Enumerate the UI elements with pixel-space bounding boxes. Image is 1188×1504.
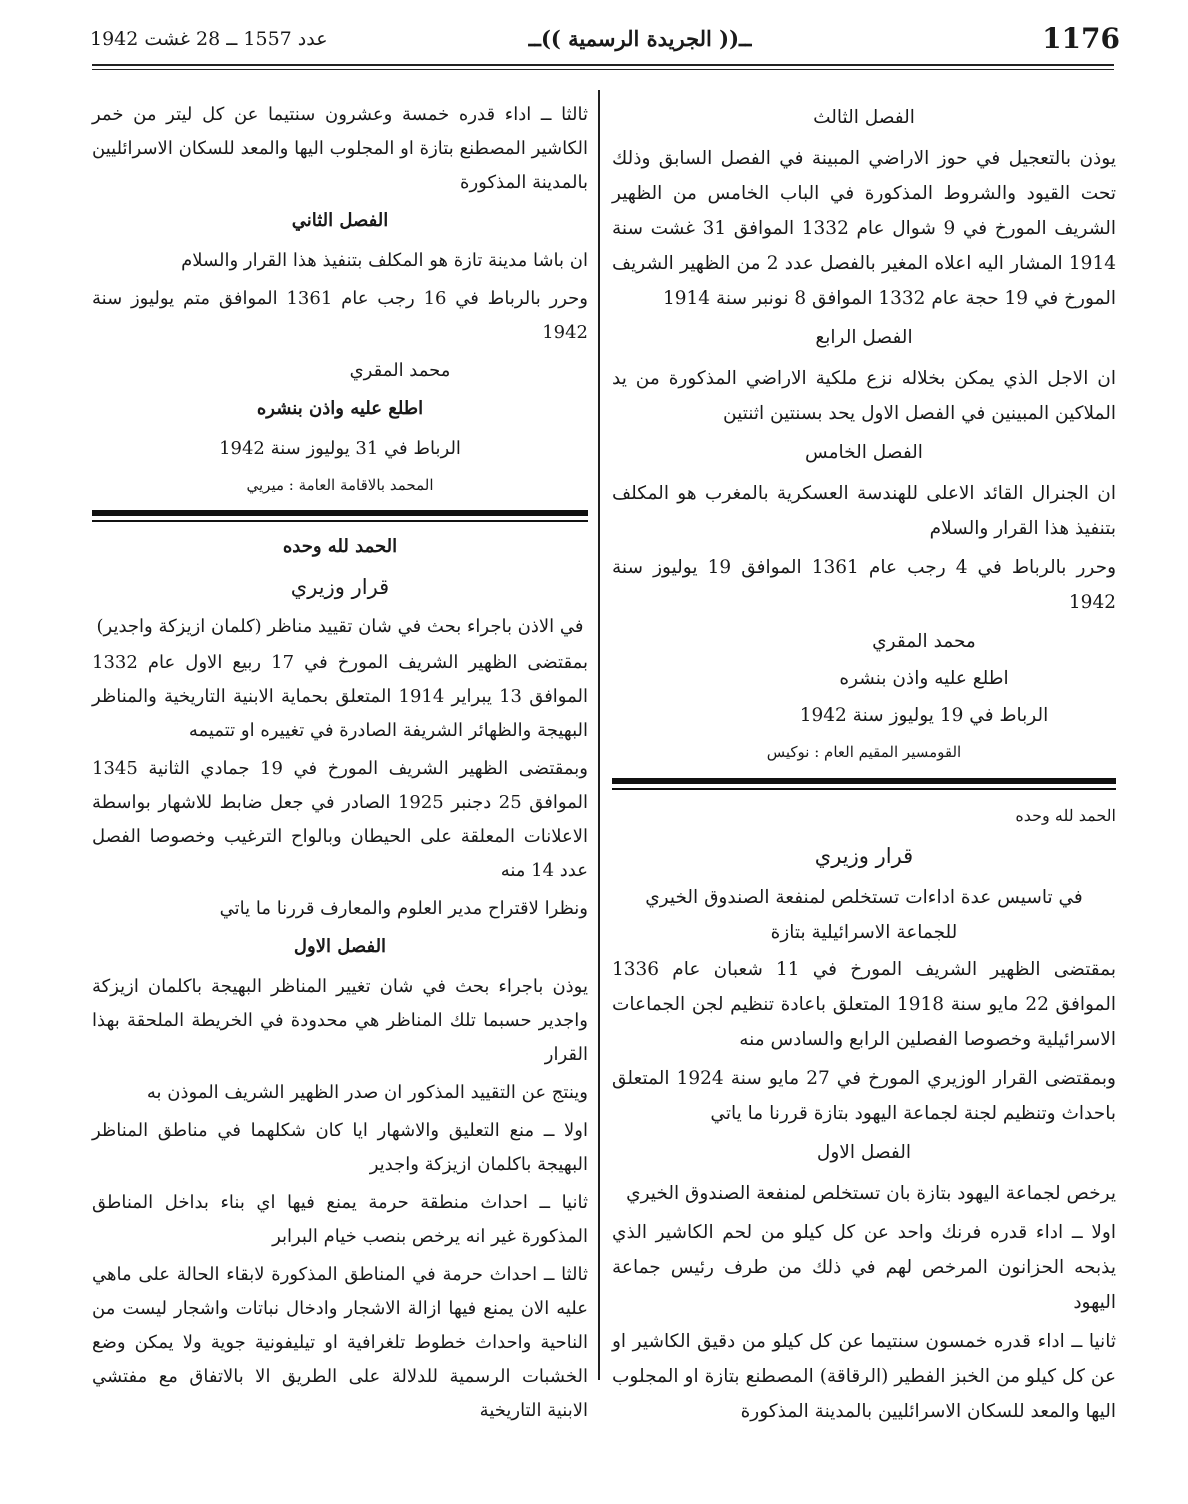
right-column	[612, 98, 1116, 1433]
section-heading: الفصل الثاني	[291, 210, 389, 231]
journal-title: ــ(( الجريدة الرسمية ))ــ	[528, 26, 752, 51]
praise-line: الحمد لله وحده	[1015, 806, 1116, 825]
decree-title: قرار وزيري	[290, 575, 390, 599]
done-at: وحرر بالرباط في 16 رجب عام 1361 الموافق متم يوليوز سنة 1942	[92, 288, 588, 343]
decree-basis: وبمقتضى القرار الوزيري المورخ في 27 مايو سنة 1924 المتعلق باحداث وتنظيم لجنة لجماعة اليهود بتازة قررنا ما ياتي	[612, 1068, 1116, 1124]
decree-separator	[612, 778, 1116, 784]
decree-subject: في الاذن باجراء بحث في شان تقييد مناظر (كلمان ازيزكة واجدير)	[96, 616, 584, 637]
section-intro: يرخص لجماعة اليهود بتازة بان تستخلص لمنفعة الصندوق الخيري	[626, 1183, 1116, 1204]
seen-for-publication: اطلع عليه واذن بنشره	[256, 398, 424, 419]
list-item: ثانيا ــ احداث منطقة حرمة يمنع فيها اي بناء بداخل المناطق المذكورة غير انه يرخص بنصب خيام البرابر	[92, 1192, 588, 1247]
section-heading: الفصل الخامس	[805, 442, 923, 463]
signatory: محمد المقري	[349, 360, 451, 381]
decree-separator-thin	[92, 520, 588, 522]
decree-separator	[92, 510, 588, 516]
section-text: ان الاجل الذي يمكن بخلاله نزع ملكية الاراضي المذكورة من يد الملاكين المبينين في الفصل الاول يحد بسنتين اثنتين	[612, 368, 1116, 424]
resident-general: القومسير المقيم العام : نوكيس	[766, 743, 962, 761]
list-item: ثالثا ــ اداء قدره خمسة وعشرون سنتيما عن كل ليتر من خمر الكاشير المصطنع بتازة او المجلوب اليها والمعد للسكان الاسرائليين بالمدينة المذكورة	[92, 104, 588, 193]
decree-subject: في تاسيس عدة اداءات تستخلص لمنفعة الصندوق الخيري للجماعة الاسرائيلية بتازة	[645, 887, 1083, 943]
signatory: محمد المقري	[872, 631, 976, 652]
decree-basis: ونظرا لاقتراح مدير العلوم والمعارف قررنا ما ياتي	[219, 898, 588, 919]
section-text: وينتج عن التقييد المذكور ان صدر الظهير الشريف الموذن به	[146, 1082, 588, 1103]
section-heading: الفصل الثالث	[813, 107, 915, 128]
section-text: يوذن بالتعجيل في حوز الاراضي المبينة في الفصل السابق وذلك تحت القيود والشروط المذكورة في الباب الخامس من الظهير الشريف المورخ في 9 شوال عام 1332 الموافق 31 غشت سنة 1914 المشار اليه اعلاه المغير بالفصل عدد 2 من الظهير الشريف المورخ في 19 حجة عام 1332 الموافق 8 نونبر سنة 1914	[612, 148, 1117, 309]
issue-line: عدد 1557 ــ 28 غشت 1942	[90, 28, 328, 50]
seen-date: الرباط في 31 يوليوز سنة 1942	[219, 438, 461, 459]
section-text: يوذن باجراء بحث في شان تغيير المناظر البهيجة باكلمان ازيزكة واجدير حسبما تلك المناظر هي محدودة في الخريطة الملحقة بهذا القرار	[92, 976, 588, 1065]
left-column	[92, 98, 588, 1432]
done-at: وحرر بالرباط في 4 رجب عام 1361 الموافق 19 يوليوز سنة 1942	[612, 557, 1117, 613]
list-item: اولا ــ اداء قدره فرنك واحد عن كل كيلو من لحم الكاشير الذي يذبحه الحزانون المرخص لهم في ذلك من طرف رئيس جماعة اليهود	[612, 1222, 1116, 1313]
list-item: ثالثا ــ احداث حرمة في المناطق المذكورة لابقاء الحالة على ماهي عليه الان يمنع فيها ازالة الاشجار وادخال نباتات واشجار ليست من الناحية واحداث خطوط تلغرافية او تيليفونية جوية ولا يمكن وضع الخشبات الرسمية للدلالة على الطريق الا بالاتفاق مع مفتشي الابنية التاريخية	[92, 1264, 588, 1421]
list-item: اولا ــ منع التعليق والاشهار ايا كان شكلهما في مناطق المناظر البهيجة باكلمان ازيزكة واجدير	[92, 1120, 588, 1175]
decree-title: قرار وزيري	[814, 844, 914, 868]
section-heading: الفصل الرابع	[815, 327, 913, 348]
resident-general: المحمد بالاقامة العامة : ميريي	[246, 476, 434, 494]
header-rule	[92, 64, 1114, 66]
column-separator	[598, 90, 600, 1380]
decree-basis: بمقتضى الظهير الشريف المورخ في 11 شعبان عام 1336 الموافق 22 مايو سنة 1918 المتعلق باعادة تنظيم لجن الجماعات الاسرائيلية وخصوصا الفصلين الرابع والسادس منه	[612, 959, 1116, 1050]
section-heading: الفصل الاول	[816, 1142, 912, 1163]
decree-separator-thin	[612, 788, 1116, 790]
decree-basis: بمقتضى الظهير الشريف المورخ في 17 ربيع الاول عام 1332 الموافق 13 يبراير 1914 المتعلق بحماية الابنية التاريخية والمناظر البهيجة والظهائر الشريفة الصادرة في تغييره او تتميمه	[92, 652, 588, 741]
praise-line: الحمد لله وحده	[282, 536, 398, 557]
seen-for-publication: اطلع عليه واذن بنشره	[839, 668, 1009, 689]
page-number: 1176	[1042, 22, 1120, 55]
header-rule-thin	[92, 69, 1114, 70]
page-header	[90, 22, 1120, 62]
decree-basis: وبمقتضى الظهير الشريف المورخ في 19 جمادي الثانية 1345 الموافق 25 دجنبر 1925 الصادر في جعل ضابط للاشهار بواسطة الاعلانات المعلقة على الحيطان وبالواح الترغيب وخصوصا الفصل عدد 14 منه	[92, 758, 589, 881]
seen-date: الرباط في 19 يوليوز سنة 1942	[799, 705, 1049, 726]
section-heading: الفصل الاول	[293, 936, 387, 957]
list-item: ثانيا ــ اداء قدره خمسون سنتيما عن كل كيلو من دقيق الكاشير او عن كل كيلو من الخبز الفطير (الرقاقة) المصطنع بتازة او المجلوب اليها والمعد للسكان الاسرائليين بالمدينة المذكورة	[612, 1331, 1116, 1422]
section-text: ان باشا مدينة تازة هو المكلف بتنفيذ هذا القرار والسلام	[181, 250, 588, 271]
section-text: ان الجنرال القائد الاعلى للهندسة العسكرية بالمغرب هو المكلف بتنفيذ هذا القرار والسلام	[612, 483, 1116, 539]
